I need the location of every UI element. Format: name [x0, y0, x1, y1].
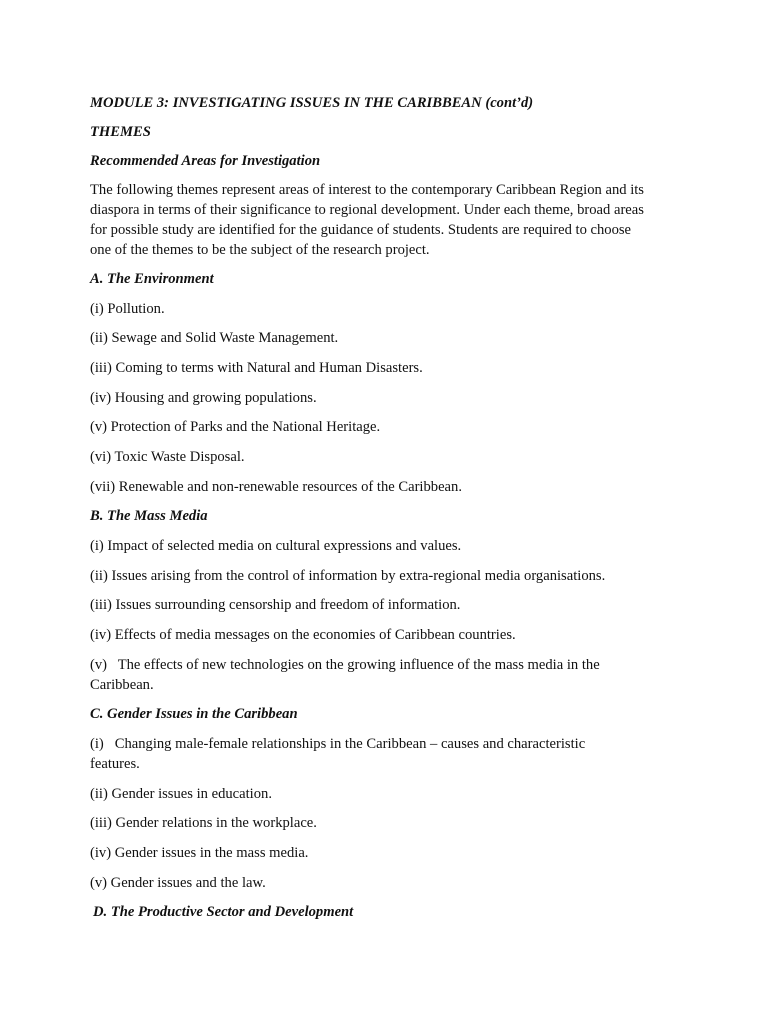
list-item: (vi) Toxic Waste Disposal.	[90, 449, 245, 466]
intro-paragraph: The following themes represent areas of interest to the contemporary Caribbean Region and its diaspora in terms of their significance to regional development. Under each theme, broad areas for possible study are identified for the guidance of students. Students are required to choose one of the themes to be the subject of the research project.	[90, 182, 644, 258]
list-item: (i) Impact of selected media on cultural expressions and values.	[90, 538, 462, 554]
list-item: (ii) Gender issues in education.	[90, 785, 272, 802]
section-title-productive-sector: D. The Productive Sector and Development	[93, 904, 354, 921]
section-title-mass-media: B. The Mass Media	[90, 508, 208, 525]
list-item: (iii) Issues surrounding censorship and freedom of information.	[90, 597, 461, 614]
section-title-gender-issues: C. Gender Issues in the Caribbean	[90, 706, 298, 723]
list-item: (v) Gender issues and the law.	[90, 874, 266, 891]
list-item: (vii) Renewable and non-renewable resources of the Caribbean.	[90, 478, 462, 495]
list-item: (iii) Coming to terms with Natural and Human Disasters.	[90, 359, 423, 376]
list-item: (i) Changing male-female relationships in the Caribbean – causes and characteristic features.	[90, 736, 589, 773]
list-item: (v) The effects of new technologies on the growing influence of the mass media in the Caribbean.	[90, 656, 604, 693]
module-heading: MODULE 3: INVESTIGATING ISSUES IN THE CARIBBEAN (cont’d)	[90, 95, 534, 111]
list-item: (iii) Gender relations in the workplace.	[90, 815, 317, 832]
areas-heading: Recommended Areas for Investigation	[90, 153, 321, 169]
list-item: (ii) Issues arising from the control of information by extra-regional media organisations.	[90, 567, 606, 584]
document-page	[90, 93, 650, 932]
list-item: (iv) Gender issues in the mass media.	[90, 845, 309, 862]
list-item: (v) Protection of Parks and the National Heritage.	[90, 419, 381, 436]
list-item: (iv) Housing and growing populations.	[90, 389, 317, 406]
section-title-environment: A. The Environment	[90, 271, 214, 287]
list-item: (iv) Effects of media messages on the economies of Caribbean countries.	[90, 627, 516, 644]
list-item: (i) Pollution.	[90, 300, 165, 317]
themes-heading: THEMES	[90, 124, 151, 140]
list-item: (ii) Sewage and Solid Waste Management.	[90, 330, 339, 347]
